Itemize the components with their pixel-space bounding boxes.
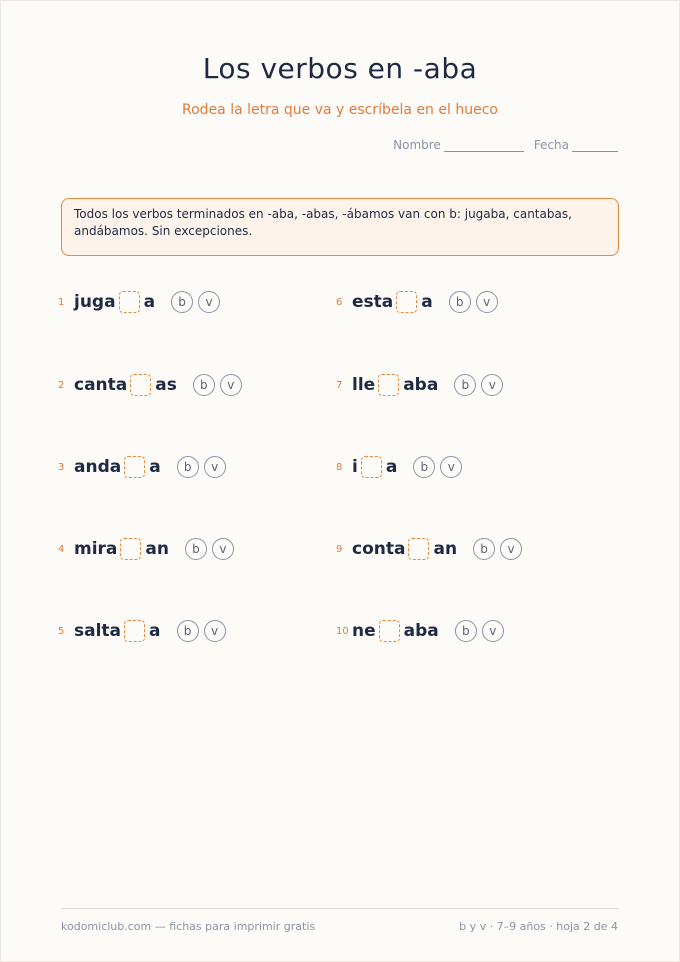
option-b[interactable]: b (177, 620, 199, 642)
word-start: canta (74, 375, 128, 395)
answer-gap[interactable] (124, 620, 145, 642)
word-end: a (421, 292, 433, 312)
option-v[interactable]: v (212, 538, 234, 560)
exercise-item (336, 616, 504, 646)
option-v[interactable]: v (500, 538, 522, 560)
word-start: salta (74, 621, 122, 641)
student-info (393, 138, 618, 152)
word-start: lle (352, 375, 376, 395)
option-b[interactable]: b (449, 291, 471, 313)
letter-options (454, 374, 503, 396)
option-b[interactable]: b (413, 456, 435, 478)
answer-gap[interactable] (130, 374, 151, 396)
word-start: esta (352, 292, 394, 312)
worksheet-title: Los verbos en -aba (202, 52, 478, 85)
exercise-item (336, 452, 462, 482)
name-field[interactable] (393, 138, 524, 152)
word-end: a (385, 457, 398, 477)
footer-sheet-info: b y v · 7–9 años · hoja 2 de 4 (459, 920, 618, 933)
letter-options (449, 291, 498, 313)
word-end: a (143, 292, 156, 312)
option-v[interactable]: v (204, 620, 226, 642)
item-number: 9 (336, 543, 343, 555)
footer-site: kodomiclub.com — fichas para imprimir gratis (61, 920, 316, 933)
option-b[interactable]: b (454, 374, 476, 396)
word-end: an (433, 539, 458, 559)
item-word (352, 374, 438, 396)
word-start: conta (352, 539, 406, 559)
option-v[interactable]: v (481, 374, 503, 396)
item-word (352, 291, 433, 313)
word-end: aba (403, 621, 439, 641)
item-word (74, 620, 161, 642)
option-v[interactable]: v (198, 291, 220, 313)
option-b[interactable]: b (171, 291, 193, 313)
item-word (352, 620, 439, 642)
option-b[interactable]: b (455, 620, 477, 642)
option-v[interactable]: v (204, 456, 226, 478)
item-word (74, 291, 155, 313)
option-b[interactable]: b (185, 538, 207, 560)
answer-gap[interactable] (378, 374, 399, 396)
letter-options (473, 538, 522, 560)
item-number: 8 (336, 461, 343, 473)
exercise-item (58, 534, 234, 564)
item-number: 2 (58, 379, 65, 391)
letter-options (455, 620, 504, 642)
answer-gap[interactable] (379, 620, 400, 642)
date-field[interactable] (534, 138, 618, 152)
letter-options (177, 620, 226, 642)
word-start: i (352, 457, 358, 477)
item-word (352, 538, 457, 560)
item-word (352, 456, 397, 478)
answer-gap[interactable] (119, 291, 140, 313)
letter-options (413, 456, 462, 478)
exercise-item (58, 287, 220, 317)
date-line (572, 141, 618, 152)
word-end: a (149, 621, 161, 641)
letter-options (185, 538, 234, 560)
letter-options (171, 291, 220, 313)
answer-gap[interactable] (408, 538, 429, 560)
option-v[interactable]: v (220, 374, 242, 396)
item-number: 4 (58, 543, 65, 555)
rule-box: Todos los verbos terminados en -aba, -abas, -ábamos van con b: jugaba, cantabas, andábamos. Sin excepciones. (61, 198, 619, 256)
option-b[interactable]: b (193, 374, 215, 396)
name-label: Nombre (393, 138, 441, 152)
letter-options (177, 456, 226, 478)
option-v[interactable]: v (440, 456, 462, 478)
word-start: ne (352, 621, 376, 641)
option-v[interactable]: v (482, 620, 504, 642)
word-end: as (155, 375, 177, 395)
date-label: Fecha (533, 138, 569, 152)
item-word (74, 456, 161, 478)
exercise-item (336, 370, 503, 400)
answer-gap[interactable] (124, 456, 145, 478)
option-b[interactable]: b (177, 456, 199, 478)
item-number: 7 (336, 379, 343, 391)
item-number: 6 (336, 296, 343, 308)
exercise-item (58, 616, 226, 646)
exercise-item (58, 452, 226, 482)
word-end: a (149, 457, 161, 477)
answer-gap[interactable] (120, 538, 141, 560)
item-word (74, 538, 169, 560)
footer-divider (61, 908, 619, 909)
exercise-item (336, 534, 522, 564)
exercise-item (336, 287, 498, 317)
letter-options (193, 374, 242, 396)
name-line (444, 141, 524, 152)
answer-gap[interactable] (396, 291, 417, 313)
answer-gap[interactable] (361, 456, 382, 478)
item-number: 1 (58, 296, 65, 308)
word-start: mira (74, 539, 118, 559)
exercise-item (58, 370, 242, 400)
worksheet-subtitle: Rodea la letra que va y escríbela en el hueco (182, 102, 498, 118)
item-number: 10 (336, 625, 349, 637)
item-number: 3 (58, 461, 65, 473)
item-number: 5 (58, 625, 65, 637)
option-v[interactable]: v (476, 291, 498, 313)
word-start: anda (74, 457, 122, 477)
word-end: aba (403, 375, 439, 395)
item-word (74, 374, 177, 396)
word-end: an (145, 539, 169, 559)
option-b[interactable]: b (473, 538, 495, 560)
word-start: juga (74, 292, 116, 312)
